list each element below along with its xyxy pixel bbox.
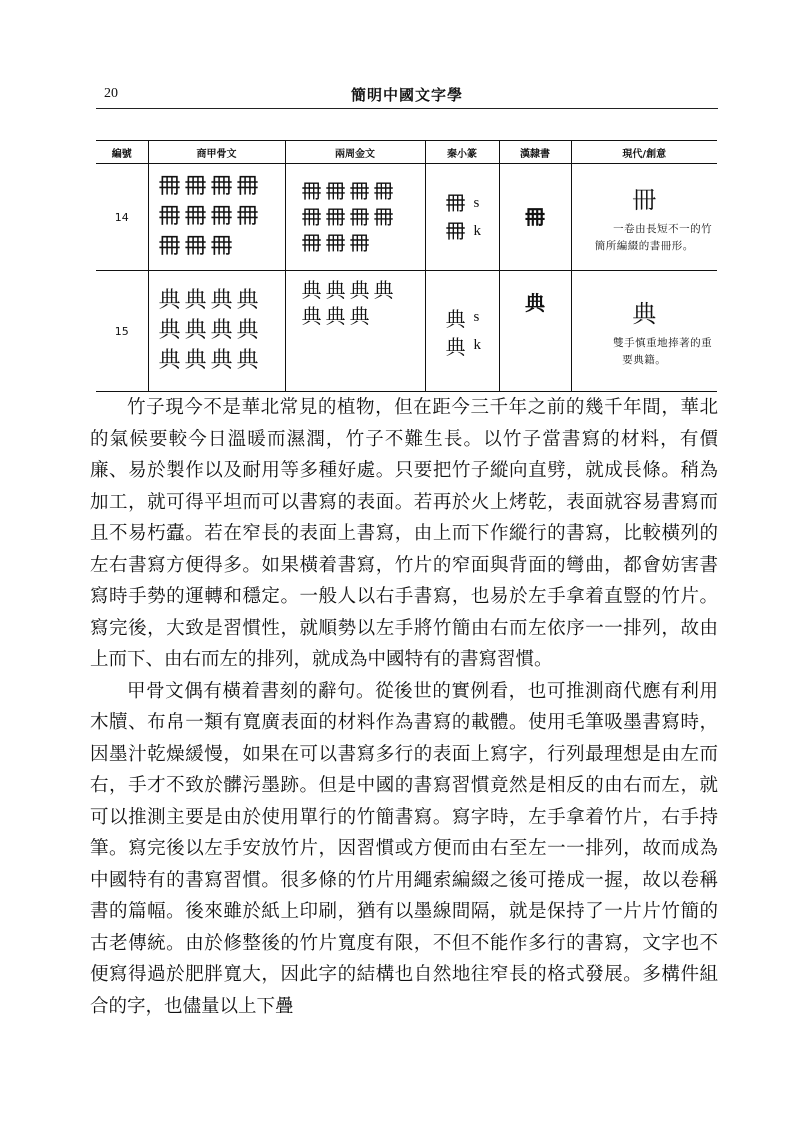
row-number: 15	[96, 271, 148, 392]
seal-entry	[426, 217, 499, 245]
glyph-meaning: 雙手慎重地捧著的重要典籍。	[613, 336, 713, 366]
glyph-line: 𠕋𠕋𠕋	[301, 231, 374, 255]
col-header-seal: 秦小篆	[425, 141, 499, 164]
clerical-glyph: 𠕋	[499, 164, 571, 271]
seal-tag: k	[473, 336, 481, 353]
glyph-line: 𠕋𠕋𠕋	[158, 234, 237, 259]
seal-glyph: 𠕋	[445, 219, 466, 243]
table-header-row	[96, 141, 717, 164]
seal-tag: s	[473, 308, 480, 325]
body-text	[90, 392, 718, 1022]
row-number: 14	[96, 164, 148, 271]
table-row	[96, 164, 717, 271]
modern-glyph: 典	[632, 299, 657, 328]
modern-glyph: 冊	[632, 185, 657, 214]
glyph-line: 典典典典	[158, 318, 263, 343]
table-row	[96, 271, 717, 392]
seal-tag: k	[473, 222, 481, 239]
running-title: 簡明中國文字學	[350, 86, 463, 104]
glyph-line: 𠕋𠕋𠕋𠕋	[301, 179, 398, 203]
paragraph: 甲骨文偶有橫着書刻的辭句。從後世的實例看，也可推測商代應有利用木牘、布帛一類有寬廣表面的材料作為書寫的載體。使用毛筆吸墨書寫時，因墨汁乾燥緩慢，如果在可以書寫多行的表面上寫字，行列最理想是由左而右，手才不致於髒污墨跡。但是中國的書寫習慣竟然是相反的由右而左，就可以推測主要是由於使用單行的竹簡書寫。寫字時，左手拿着竹片，右手持筆。寫完後以左手安放竹片，因習慣或方便而由右至左一一排列，故而成為中國特有的書寫習慣。很多條的竹片用繩索編綴之後可捲成一握，故以卷稱書的篇幅。後來雖於紙上印刷，猶有以墨線間隔，就是保持了一片片竹簡的古老傳統。由於修整後的竹片寬度有限，不但不能作多行的書寫，文字也不便寫得過於肥胖寬大，因此字的結構也自然地往窄長的格式發展。多構件組合的字，也儘量以上下疊	[90, 680, 718, 1017]
bronze-glyphs	[285, 271, 425, 392]
oracle-glyphs	[148, 271, 285, 392]
glyph-line: 典典典典	[158, 288, 263, 313]
seal-glyph: 典	[445, 334, 466, 359]
seal-glyph: 典	[445, 306, 466, 331]
header-rule	[96, 108, 718, 109]
col-header-number: 編號	[96, 141, 148, 164]
oracle-glyphs	[148, 164, 285, 271]
glyph-evolution-table	[96, 140, 717, 392]
seal-tag: s	[473, 194, 480, 211]
bronze-glyphs	[285, 164, 425, 271]
glyph-line: 典典典	[301, 304, 374, 328]
modern-cell	[571, 271, 717, 392]
modern-cell	[571, 164, 717, 271]
clerical-glyph: 典	[499, 271, 571, 392]
glyph-line: 𠕋𠕋𠕋𠕋	[158, 174, 263, 199]
glyph-line: 典典典典	[158, 348, 263, 373]
page-header	[96, 80, 718, 108]
glyph-meaning: 一卷由長短不一的竹簡所編綴的書冊形。	[594, 222, 713, 252]
col-header-modern: 現代/創意	[571, 141, 717, 164]
col-header-clerical: 漢隸書	[499, 141, 571, 164]
col-header-bronze: 兩周金文	[285, 141, 425, 164]
seal-entry	[426, 189, 499, 217]
paragraph: 竹子現今不是華北常見的植物，但在距今三千年之前的幾千年間，華北的氣候要較今日溫暖而濕潤，竹子不難生長。以竹子當書寫的材料，有價廉、易於製作以及耐用等多種好處。只要把竹子縱向直劈，就成長條。稍為加工，就可得平坦而可以書寫的表面。若再於火上烤乾，表面就容易書寫而且不易朽蠹。若在窄長的表面上書寫，由上而下作縱行的書寫，比較橫列的左右書寫方便得多。如果橫着書寫，竹片的窄面與背面的彎曲，都會妨害書寫時手勢的運轉和穩定。一般人以右手書寫，也易於左手拿着直豎的竹片。寫完後，大致是習慣性，就順勢以左手將竹簡由右而左依序一一排列，故由上而下、由右而左的排列，就成為中國特有的書寫習慣。	[90, 397, 718, 670]
glyph-line: 𠕋𠕋𠕋𠕋	[158, 204, 263, 229]
seal-glyphs	[425, 271, 499, 392]
glyph-line: 典典典典	[301, 278, 398, 302]
seal-glyph: 𠕋	[445, 191, 466, 215]
page-number: 20	[104, 86, 118, 101]
col-header-oracle: 商甲骨文	[148, 141, 285, 164]
seal-glyphs	[425, 164, 499, 271]
seal-entry	[426, 331, 499, 359]
seal-entry	[426, 303, 499, 331]
glyph-line: 𠕋𠕋𠕋𠕋	[301, 205, 398, 229]
